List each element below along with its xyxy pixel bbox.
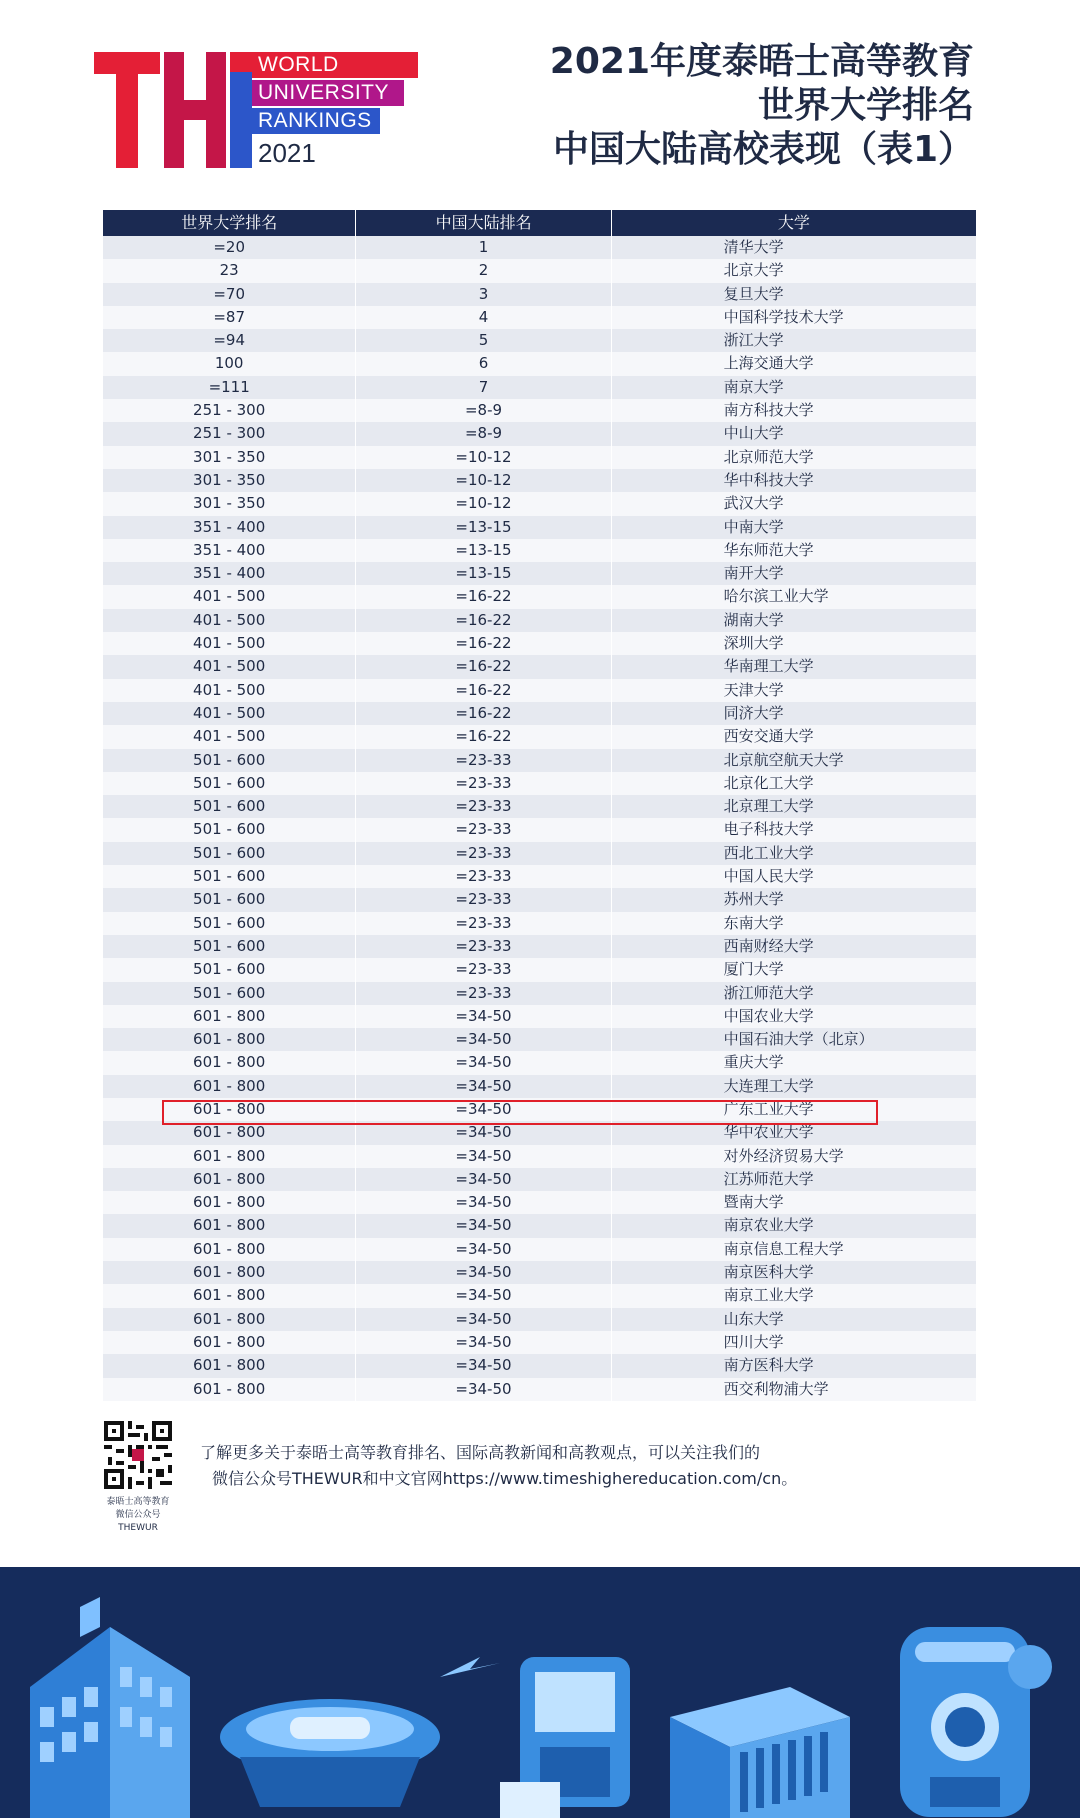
world-rank-cell: 501 - 600 bbox=[103, 865, 356, 888]
china-rank-cell: =34-50 bbox=[356, 1028, 611, 1051]
world-rank-cell: 601 - 800 bbox=[103, 1214, 356, 1237]
world-rank-cell: 601 - 800 bbox=[103, 1238, 356, 1261]
header-university: 大学 bbox=[777, 213, 810, 232]
world-rank-cell: 501 - 600 bbox=[103, 958, 356, 981]
china-rank-cell: =34-50 bbox=[356, 1168, 611, 1191]
university-cell: 华南理工大学 bbox=[723, 657, 814, 676]
university-cell: 北京化工大学 bbox=[723, 773, 814, 792]
university-cell: 大连理工大学 bbox=[723, 1076, 814, 1095]
table-header bbox=[103, 210, 976, 236]
university-cell: 南京大学 bbox=[723, 377, 784, 396]
qr-caption bbox=[86, 1496, 190, 1535]
university-cell: 浙江师范大学 bbox=[723, 983, 814, 1002]
university-cell: 深圳大学 bbox=[723, 634, 784, 653]
university-cell: 中国科学技术大学 bbox=[723, 307, 844, 326]
university-cell: 武汉大学 bbox=[723, 494, 784, 513]
table-row bbox=[103, 842, 976, 865]
university-cell: 华中农业大学 bbox=[723, 1123, 814, 1142]
table-row bbox=[103, 679, 976, 702]
table-row bbox=[103, 865, 976, 888]
table-row bbox=[103, 1261, 976, 1284]
table-row bbox=[103, 1145, 976, 1168]
china-rank-cell: =34-50 bbox=[356, 1354, 611, 1377]
table-row bbox=[103, 469, 976, 492]
university-cell: 广东工业大学 bbox=[723, 1099, 814, 1118]
table-row bbox=[103, 283, 976, 306]
china-rank-cell: =10-12 bbox=[356, 446, 611, 469]
world-rank-cell: 501 - 600 bbox=[103, 772, 356, 795]
the-logo bbox=[94, 50, 410, 168]
world-rank-cell: =70 bbox=[103, 283, 356, 306]
china-rank-cell: =23-33 bbox=[356, 982, 611, 1005]
table-row bbox=[103, 399, 976, 422]
table-row bbox=[103, 609, 976, 632]
china-rank-cell: =23-33 bbox=[356, 749, 611, 772]
qr-code-graphic bbox=[104, 1421, 172, 1489]
university-cell: 同济大学 bbox=[723, 703, 784, 722]
header-world-rank: 世界大学排名 bbox=[103, 210, 356, 236]
china-rank-cell: 1 bbox=[356, 236, 611, 259]
china-rank-cell: =34-50 bbox=[356, 1214, 611, 1237]
table-row bbox=[103, 795, 976, 818]
university-cell: 华东师范大学 bbox=[723, 540, 814, 559]
china-rank-cell: =10-12 bbox=[356, 469, 611, 492]
table-row bbox=[103, 1028, 976, 1051]
world-rank-cell: 401 - 500 bbox=[103, 609, 356, 632]
university-cell: 暨南大学 bbox=[723, 1193, 784, 1212]
table-row bbox=[103, 306, 976, 329]
china-rank-cell: =13-15 bbox=[356, 516, 611, 539]
logo-world: WORLD bbox=[252, 52, 418, 78]
table-row bbox=[103, 259, 976, 282]
university-cell: 西北工业大学 bbox=[723, 843, 814, 862]
university-cell: 上海交通大学 bbox=[723, 354, 814, 373]
world-rank-cell: =87 bbox=[103, 306, 356, 329]
world-rank-cell: =111 bbox=[103, 376, 356, 399]
world-rank-cell: 301 - 350 bbox=[103, 469, 356, 492]
world-rank-cell: =20 bbox=[103, 236, 356, 259]
world-rank-cell: 401 - 500 bbox=[103, 585, 356, 608]
table-row bbox=[103, 1168, 976, 1191]
table-row bbox=[103, 1308, 976, 1331]
china-rank-cell: 7 bbox=[356, 376, 611, 399]
world-rank-cell: 23 bbox=[103, 259, 356, 282]
table-row bbox=[103, 982, 976, 1005]
china-rank-cell: 4 bbox=[356, 306, 611, 329]
world-rank-cell: 351 - 400 bbox=[103, 562, 356, 585]
table-row bbox=[103, 236, 976, 259]
header-china-rank: 中国大陆排名 bbox=[356, 210, 611, 236]
university-cell: 南京工业大学 bbox=[723, 1286, 814, 1305]
china-rank-cell: =16-22 bbox=[356, 609, 611, 632]
world-rank-cell: 351 - 400 bbox=[103, 516, 356, 539]
world-rank-cell: 601 - 800 bbox=[103, 1075, 356, 1098]
china-rank-cell: =13-15 bbox=[356, 562, 611, 585]
china-rank-cell: =34-50 bbox=[356, 1261, 611, 1284]
table-row bbox=[103, 329, 976, 352]
table-row bbox=[103, 1284, 976, 1307]
table-row bbox=[103, 562, 976, 585]
world-rank-cell: 601 - 800 bbox=[103, 1028, 356, 1051]
highlight-box bbox=[162, 1100, 878, 1125]
china-rank-cell: =34-50 bbox=[356, 1331, 611, 1354]
world-rank-cell: =94 bbox=[103, 329, 356, 352]
china-rank-cell: =10-12 bbox=[356, 492, 611, 515]
world-rank-cell: 251 - 300 bbox=[103, 399, 356, 422]
china-rank-cell: =16-22 bbox=[356, 585, 611, 608]
world-rank-cell: 301 - 350 bbox=[103, 446, 356, 469]
university-cell: 北京航空航天大学 bbox=[723, 750, 844, 769]
table-row bbox=[103, 935, 976, 958]
qr-caption-line-3: THEWUR bbox=[118, 1523, 158, 1533]
qr-code bbox=[104, 1421, 172, 1489]
university-cell: 西交利物浦大学 bbox=[723, 1379, 829, 1398]
world-rank-cell: 601 - 800 bbox=[103, 1308, 356, 1331]
university-cell: 南京医科大学 bbox=[723, 1263, 814, 1282]
world-rank-cell: 501 - 600 bbox=[103, 935, 356, 958]
china-rank-cell: =23-33 bbox=[356, 842, 611, 865]
world-rank-cell: 601 - 800 bbox=[103, 1168, 356, 1191]
table-row bbox=[103, 516, 976, 539]
university-cell: 中南大学 bbox=[723, 517, 784, 536]
logo-letter-h bbox=[164, 52, 226, 168]
university-cell: 厦门大学 bbox=[723, 960, 784, 979]
footer-note-line-1: 了解更多关于泰晤士高等教育排名、国际高教新闻和高教观点，可以关注我们的 bbox=[200, 1443, 761, 1462]
world-rank-cell: 601 - 800 bbox=[103, 1121, 356, 1144]
table-row bbox=[103, 1075, 976, 1098]
table-row bbox=[103, 1005, 976, 1028]
table-row bbox=[103, 1051, 976, 1074]
china-rank-cell: =8-9 bbox=[356, 422, 611, 445]
table-row bbox=[103, 539, 976, 562]
university-cell: 东南大学 bbox=[723, 913, 784, 932]
world-rank-cell: 601 - 800 bbox=[103, 1378, 356, 1401]
world-rank-cell: 601 - 800 bbox=[103, 1354, 356, 1377]
university-cell: 电子科技大学 bbox=[723, 820, 814, 839]
china-rank-cell: =23-33 bbox=[356, 935, 611, 958]
china-rank-cell: 3 bbox=[356, 283, 611, 306]
footer-note-line-2: 微信公众号THEWUR和中文官网https://www.timeshighereducation.com/cn。 bbox=[212, 1469, 798, 1488]
table-row bbox=[103, 888, 976, 911]
table-row bbox=[103, 352, 976, 375]
china-rank-cell: =16-22 bbox=[356, 725, 611, 748]
world-rank-cell: 601 - 800 bbox=[103, 1331, 356, 1354]
world-rank-cell: 601 - 800 bbox=[103, 1191, 356, 1214]
table-row bbox=[103, 1214, 976, 1237]
university-cell: 对外经济贸易大学 bbox=[723, 1146, 844, 1165]
table-row bbox=[103, 912, 976, 935]
university-cell: 江苏师范大学 bbox=[723, 1169, 814, 1188]
china-rank-cell: =34-50 bbox=[356, 1191, 611, 1214]
university-cell: 清华大学 bbox=[723, 238, 784, 256]
page-title bbox=[550, 40, 974, 172]
table-row bbox=[103, 1331, 976, 1354]
china-rank-cell: 6 bbox=[356, 352, 611, 375]
china-rank-cell: =34-50 bbox=[356, 1121, 611, 1144]
university-cell: 南京信息工程大学 bbox=[723, 1239, 844, 1258]
world-rank-cell: 401 - 500 bbox=[103, 725, 356, 748]
title-line-2: 世界大学排名 bbox=[757, 85, 974, 126]
world-rank-cell: 501 - 600 bbox=[103, 842, 356, 865]
world-rank-cell: 501 - 600 bbox=[103, 912, 356, 935]
china-rank-cell: =34-50 bbox=[356, 1098, 611, 1121]
table-row bbox=[103, 1191, 976, 1214]
china-rank-cell: 2 bbox=[356, 259, 611, 282]
table-row bbox=[103, 958, 976, 981]
china-rank-cell: =34-50 bbox=[356, 1051, 611, 1074]
china-rank-cell: =16-22 bbox=[356, 702, 611, 725]
table-body bbox=[103, 236, 976, 1401]
illustration-banner bbox=[0, 1567, 1080, 1818]
china-rank-cell: =34-50 bbox=[356, 1308, 611, 1331]
china-rank-cell: =34-50 bbox=[356, 1005, 611, 1028]
china-rank-cell: =23-33 bbox=[356, 958, 611, 981]
world-rank-cell: 401 - 500 bbox=[103, 702, 356, 725]
university-cell: 中国石油大学（北京） bbox=[723, 1030, 874, 1049]
university-cell: 华中科技大学 bbox=[723, 470, 814, 489]
china-rank-cell: =16-22 bbox=[356, 632, 611, 655]
university-cell: 哈尔滨工业大学 bbox=[723, 587, 829, 606]
table-row bbox=[103, 492, 976, 515]
table-row bbox=[103, 1238, 976, 1261]
world-rank-cell: 601 - 800 bbox=[103, 1145, 356, 1168]
university-cell: 南京农业大学 bbox=[723, 1216, 814, 1235]
table-row bbox=[103, 376, 976, 399]
table-row bbox=[103, 818, 976, 841]
logo-rankings: RANKINGS bbox=[252, 108, 380, 134]
world-rank-cell: 501 - 600 bbox=[103, 795, 356, 818]
world-rank-cell: 601 - 800 bbox=[103, 1051, 356, 1074]
china-rank-cell: =23-33 bbox=[356, 888, 611, 911]
table-row bbox=[103, 725, 976, 748]
university-cell: 苏州大学 bbox=[723, 890, 784, 909]
world-rank-cell: 601 - 800 bbox=[103, 1005, 356, 1028]
banner-illustration bbox=[0, 1567, 1080, 1818]
university-cell: 中国农业大学 bbox=[723, 1006, 814, 1025]
logo-letter-t bbox=[94, 52, 160, 168]
title-line-1: 2021年度泰晤士高等教育 bbox=[549, 41, 974, 82]
table-row bbox=[103, 1354, 976, 1377]
university-cell: 中国人民大学 bbox=[723, 867, 814, 886]
world-rank-cell: 501 - 600 bbox=[103, 818, 356, 841]
world-rank-cell: 351 - 400 bbox=[103, 539, 356, 562]
china-rank-cell: =16-22 bbox=[356, 655, 611, 678]
university-cell: 四川大学 bbox=[723, 1332, 784, 1351]
table-row bbox=[103, 749, 976, 772]
university-cell: 南开大学 bbox=[723, 564, 784, 583]
university-cell: 南方医科大学 bbox=[723, 1356, 814, 1375]
university-cell: 南方科技大学 bbox=[723, 401, 814, 420]
table-row bbox=[103, 422, 976, 445]
logo-year: 2021 bbox=[258, 138, 316, 168]
university-cell: 山东大学 bbox=[723, 1309, 784, 1328]
world-rank-cell: 601 - 800 bbox=[103, 1261, 356, 1284]
rankings-table bbox=[103, 210, 976, 1401]
world-rank-cell: 301 - 350 bbox=[103, 492, 356, 515]
china-rank-cell: =8-9 bbox=[356, 399, 611, 422]
qr-caption-line-2: 微信公众号 bbox=[115, 1510, 161, 1520]
university-cell: 湖南大学 bbox=[723, 610, 784, 629]
footer-note bbox=[200, 1440, 797, 1492]
china-rank-cell: =23-33 bbox=[356, 795, 611, 818]
world-rank-cell: 501 - 600 bbox=[103, 888, 356, 911]
university-cell: 中山大学 bbox=[723, 424, 784, 443]
university-cell: 重庆大学 bbox=[723, 1053, 784, 1072]
china-rank-cell: =23-33 bbox=[356, 865, 611, 888]
china-rank-cell: =23-33 bbox=[356, 818, 611, 841]
china-rank-cell: =34-50 bbox=[356, 1238, 611, 1261]
world-rank-cell: 401 - 500 bbox=[103, 632, 356, 655]
table-row bbox=[103, 632, 976, 655]
world-rank-cell: 251 - 300 bbox=[103, 422, 356, 445]
china-rank-cell: =16-22 bbox=[356, 679, 611, 702]
world-rank-cell: 601 - 800 bbox=[103, 1284, 356, 1307]
university-cell: 复旦大学 bbox=[723, 284, 784, 303]
university-cell: 北京大学 bbox=[723, 261, 784, 280]
table-row bbox=[103, 702, 976, 725]
china-rank-cell: =23-33 bbox=[356, 772, 611, 795]
logo-university: UNIVERSITY bbox=[252, 80, 404, 106]
china-rank-cell: =34-50 bbox=[356, 1378, 611, 1401]
university-cell: 天津大学 bbox=[723, 680, 784, 699]
china-rank-cell: =23-33 bbox=[356, 912, 611, 935]
china-rank-cell: =34-50 bbox=[356, 1075, 611, 1098]
university-cell: 浙江大学 bbox=[723, 331, 784, 350]
table-row bbox=[103, 655, 976, 678]
china-rank-cell: =34-50 bbox=[356, 1145, 611, 1168]
table-row bbox=[103, 772, 976, 795]
world-rank-cell: 501 - 600 bbox=[103, 982, 356, 1005]
university-cell: 北京理工大学 bbox=[723, 797, 814, 816]
table-row bbox=[103, 585, 976, 608]
world-rank-cell: 401 - 500 bbox=[103, 679, 356, 702]
world-rank-cell: 100 bbox=[103, 352, 356, 375]
china-rank-cell: =13-15 bbox=[356, 539, 611, 562]
university-cell: 北京师范大学 bbox=[723, 447, 814, 466]
world-rank-cell: 501 - 600 bbox=[103, 749, 356, 772]
university-cell: 西安交通大学 bbox=[723, 727, 814, 746]
world-rank-cell: 601 - 800 bbox=[103, 1098, 356, 1121]
table-row bbox=[103, 1378, 976, 1401]
china-rank-cell: 5 bbox=[356, 329, 611, 352]
university-cell: 西南财经大学 bbox=[723, 936, 814, 955]
china-rank-cell: =34-50 bbox=[356, 1284, 611, 1307]
world-rank-cell: 401 - 500 bbox=[103, 655, 356, 678]
table-row bbox=[103, 446, 976, 469]
qr-caption-line-1: 泰晤士高等教育 bbox=[106, 1497, 170, 1507]
title-line-3: 中国大陆高校表现（表1） bbox=[552, 129, 974, 170]
